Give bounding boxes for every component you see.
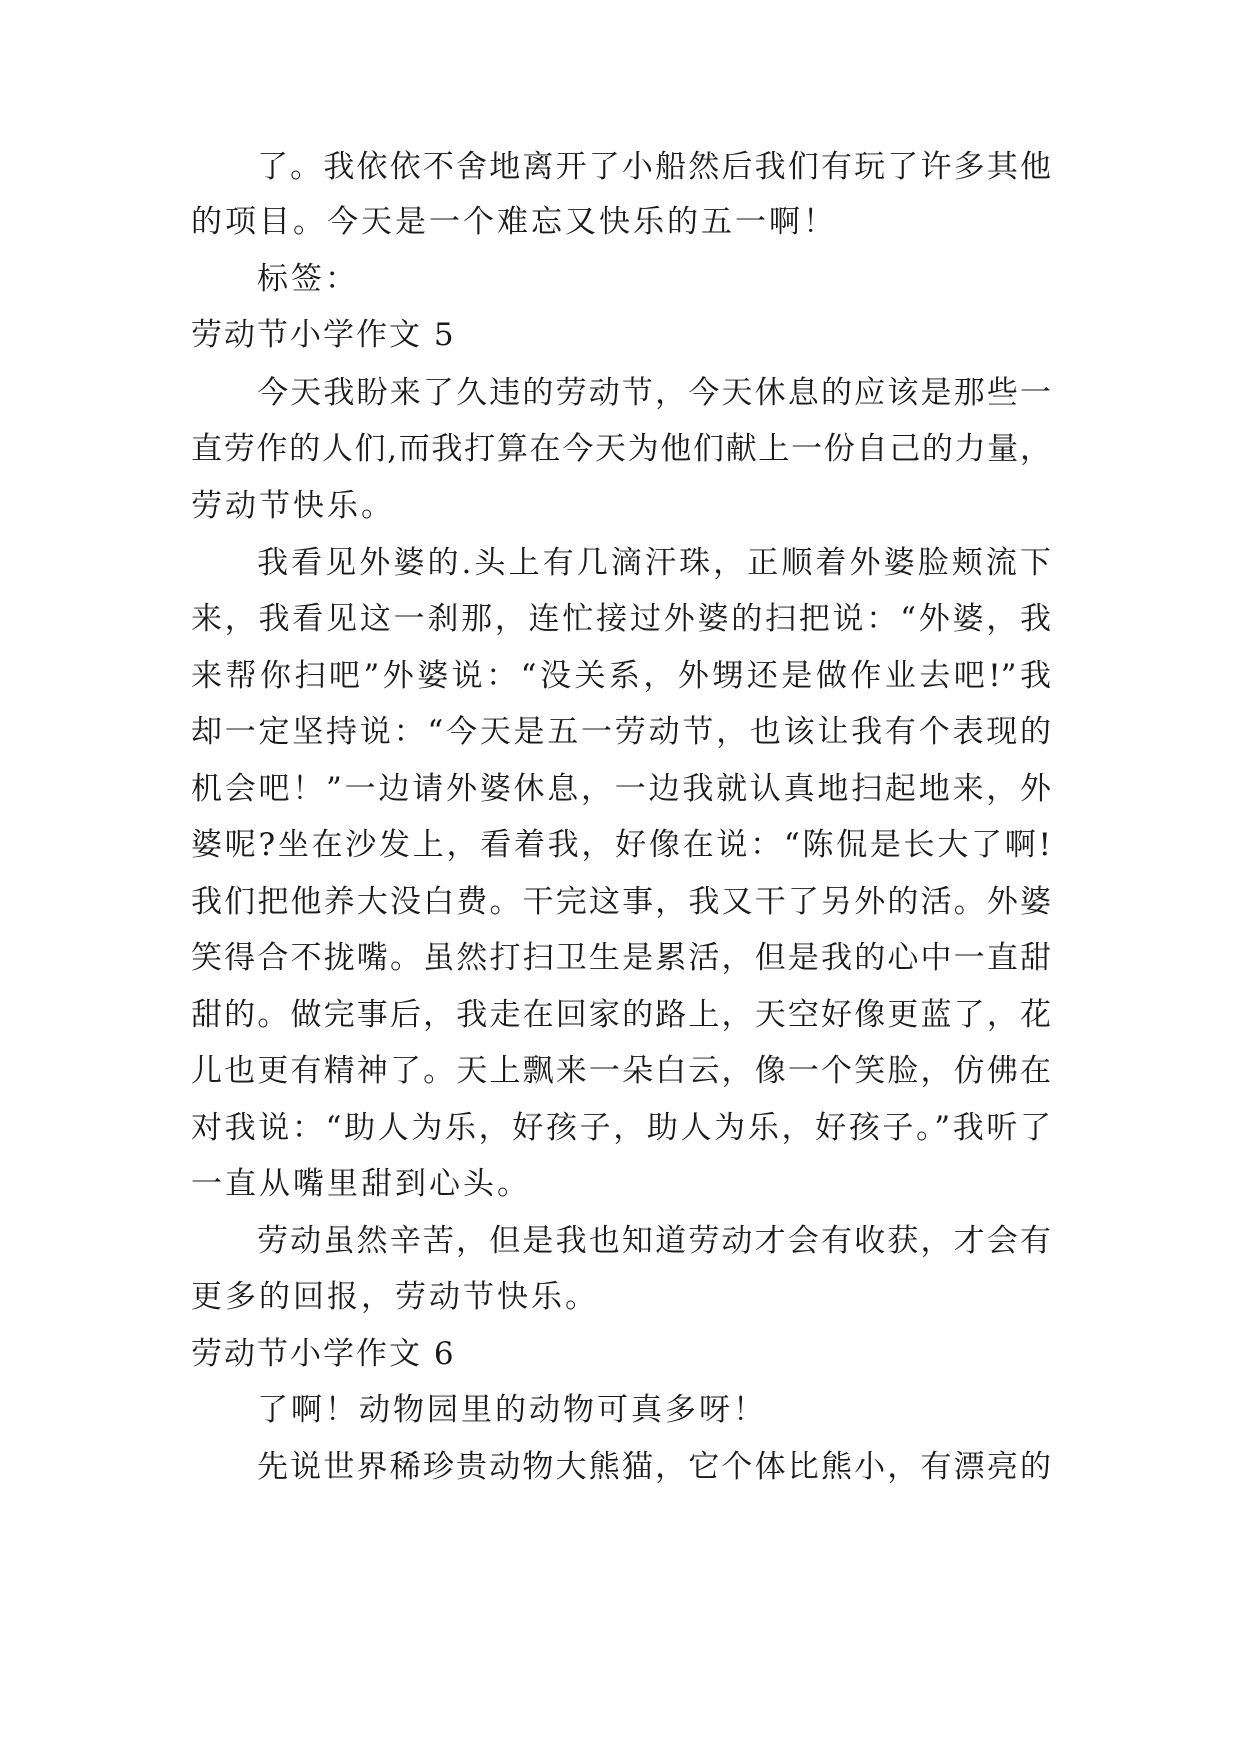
text-line: 了。我依依不舍地离开了小船然后我们有玩了许多其他 [257, 149, 1051, 185]
text-line: 却一定坚持说：“今天是五一劳动节，也该让我有个表现的 [191, 714, 1051, 750]
text-line: 甜的。做完事后，我走在回家的路上，天空好像更蓝了，花 [191, 997, 1051, 1033]
text-line: 了啊！动物园里的动物可真多呀！ [257, 1392, 767, 1428]
text-line: 儿也更有精神了。天上飘来一朵白云，像一个笑脸，仿佛在 [191, 1053, 1051, 1089]
text-line: 婆呢?坐在沙发上，看着我，好像在说：“陈侃是长大了啊! [191, 827, 1051, 863]
text-line: 一直从嘴里甜到心头。 [191, 1166, 531, 1202]
text-line: 先说世界稀珍贵动物大熊猫，它个体比熊小，有漂亮的 [257, 1449, 1051, 1485]
tags-label: 标签： [257, 261, 359, 297]
text-line: 劳动虽然辛苦，但是我也知道劳动才会有收获，才会有 [257, 1223, 1051, 1259]
text-line: 来帮你扫吧”外婆说：“没关系，外甥还是做作业去吧!”我 [191, 658, 1051, 694]
text-line: 机会吧！”一边请外婆休息，一边我就认真地扫起地来，外 [191, 771, 1051, 807]
section-heading: 劳动节小学作文 5 [191, 317, 456, 353]
text-line: 劳动节快乐。 [191, 488, 395, 524]
text-line: 我看见外婆的.头上有几滴汗珠，正顺着外婆脸颊流下 [257, 545, 1051, 581]
text-line: 更多的回报，劳动节快乐。 [191, 1279, 599, 1315]
text-line: 直劳作的人们,而我打算在今天为他们献上一份自己的力量， [191, 431, 1051, 467]
text-line: 的项目。今天是一个难忘又快乐的五一啊！ [191, 204, 837, 240]
text-line: 我们把他养大没白费。干完这事，我又干了另外的活。外婆 [191, 884, 1051, 920]
text-line: 对我说：“助人为乐，好孩子，助人为乐，好孩子。”我听了 [191, 1110, 1051, 1146]
text-line: 今天我盼来了久违的劳动节，今天休息的应该是那些一 [257, 375, 1051, 411]
section-heading: 劳动节小学作文 6 [191, 1336, 456, 1372]
text-line: 笑得合不拢嘴。虽然打扫卫生是累活，但是我的心中一直甜 [191, 940, 1051, 976]
text-line: 来，我看见这一刹那，连忙接过外婆的扫把说：“外婆，我 [191, 601, 1051, 637]
